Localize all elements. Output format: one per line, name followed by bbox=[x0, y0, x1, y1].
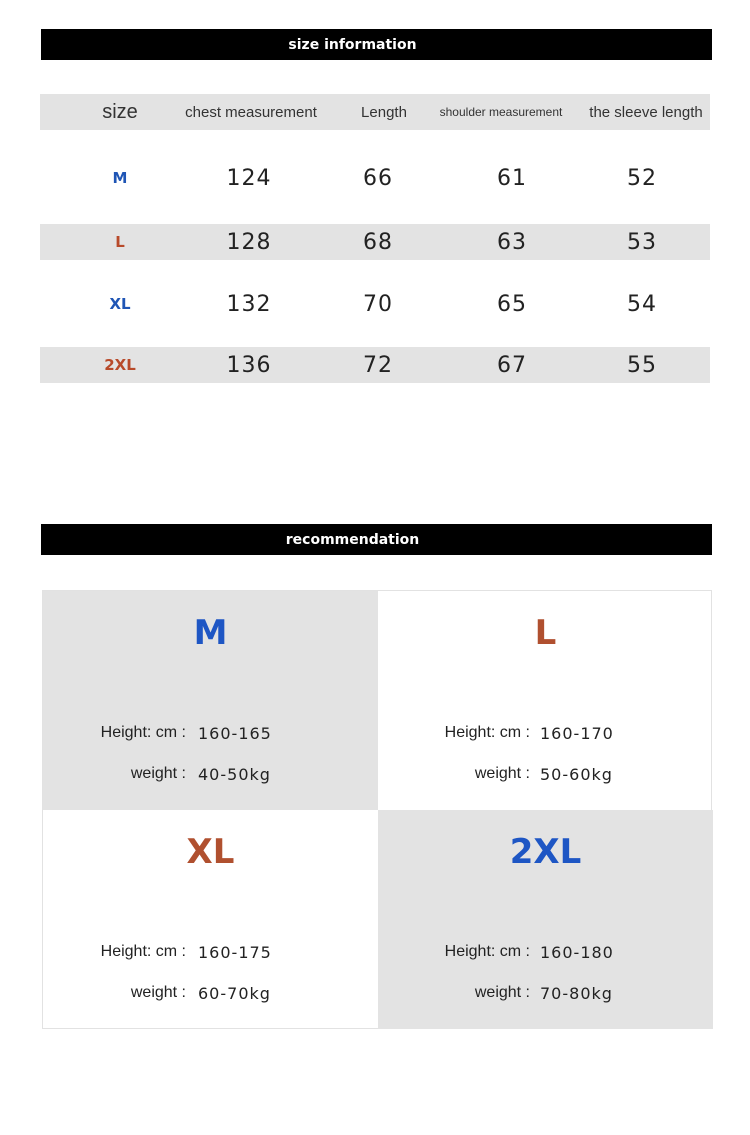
length-cell: 72 bbox=[363, 352, 393, 378]
header-sleeve: the sleeve length bbox=[589, 103, 703, 121]
weight-label: weight : bbox=[130, 984, 186, 1001]
weight-value: 40-50kg bbox=[198, 765, 271, 784]
sleeve-cell: 55 bbox=[627, 352, 657, 378]
table-row bbox=[40, 160, 710, 196]
sleeve-cell: 52 bbox=[627, 165, 657, 191]
card-size: XL bbox=[186, 832, 235, 872]
size-table-header bbox=[40, 94, 710, 130]
weight-value: 50-60kg bbox=[540, 765, 613, 784]
recommendation-card-l bbox=[378, 591, 713, 810]
chest-cell: 128 bbox=[226, 229, 272, 255]
recommendation-card-m bbox=[43, 591, 378, 810]
card-size: 2XL bbox=[509, 832, 582, 872]
shoulder-cell: 63 bbox=[497, 229, 527, 255]
size-table bbox=[40, 94, 710, 378]
recommendation-card-2xl bbox=[378, 810, 713, 1029]
card-size: L bbox=[534, 613, 557, 653]
recommendation-grid bbox=[42, 590, 712, 1029]
weight-label: weight : bbox=[474, 765, 530, 782]
header-length: Length bbox=[361, 103, 407, 121]
size-cell: 2XL bbox=[104, 356, 136, 374]
sleeve-cell: 53 bbox=[627, 229, 657, 255]
shoulder-cell: 67 bbox=[497, 352, 527, 378]
height-label: Height: cm : bbox=[100, 724, 186, 741]
header-size: size bbox=[102, 100, 138, 123]
size-cell: XL bbox=[109, 295, 131, 313]
weight-value: 60-70kg bbox=[198, 984, 271, 1003]
height-label: Height: cm : bbox=[444, 724, 530, 741]
height-value: 160-170 bbox=[540, 724, 614, 743]
length-cell: 66 bbox=[363, 165, 393, 191]
length-cell: 68 bbox=[363, 229, 393, 255]
length-cell: 70 bbox=[363, 291, 393, 317]
chest-cell: 136 bbox=[226, 352, 272, 378]
height-value: 160-180 bbox=[540, 943, 614, 962]
shoulder-cell: 61 bbox=[497, 165, 527, 191]
weight-label: weight : bbox=[130, 765, 186, 782]
size-cell: L bbox=[115, 233, 125, 251]
weight-label: weight : bbox=[474, 984, 530, 1001]
height-label: Height: cm : bbox=[444, 943, 530, 960]
table-row bbox=[40, 347, 710, 383]
size-information-title: size information bbox=[288, 36, 417, 53]
recommendation-title: recommendation bbox=[285, 531, 420, 548]
size-cell: M bbox=[112, 169, 128, 187]
recommendation-card-xl bbox=[43, 810, 378, 1029]
shoulder-cell: 65 bbox=[497, 291, 527, 317]
weight-value: 70-80kg bbox=[540, 984, 613, 1003]
height-value: 160-175 bbox=[198, 943, 272, 962]
sleeve-cell: 54 bbox=[627, 291, 657, 317]
chest-cell: 124 bbox=[226, 165, 272, 191]
size-information-banner bbox=[41, 29, 712, 60]
header-shoulder: shoulder measurement bbox=[439, 105, 563, 119]
chest-cell: 132 bbox=[226, 291, 272, 317]
recommendation-banner bbox=[41, 524, 712, 555]
height-label: Height: cm : bbox=[100, 943, 186, 960]
table-row bbox=[40, 224, 710, 260]
card-size: M bbox=[193, 613, 228, 653]
header-chest: chest measurement bbox=[185, 103, 317, 121]
height-value: 160-165 bbox=[198, 724, 272, 743]
table-row bbox=[40, 286, 710, 322]
